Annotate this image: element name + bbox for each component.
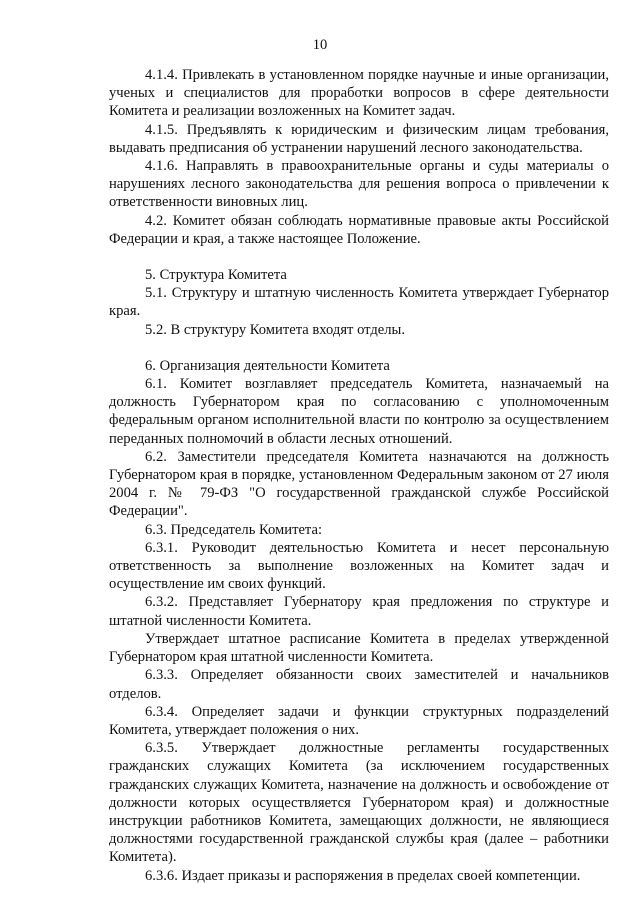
paragraph-6-3-5: 6.3.5. Утверждает должностные регламенты государственных гражданских служащих Комитета (за исключением государственных гражданских служащих Комитета, назначение на должность и освобождение от должности которых осуществляется Губернатором края) и должностные инструкции работников Комитета, замещающих должности, не являющиеся должностями государственной гражданской службы края (далее – работники Комитета).	[109, 740, 609, 866]
document-body	[109, 66, 609, 885]
paragraph-6-3-2: 6.3.2. Представляет Губернатору края предложения по структуре и штатной численности Комитета.	[109, 594, 609, 629]
paragraph-6-3-6: 6.3.6. Издает приказы и распоряжения в пределах своей компетенции.	[145, 867, 581, 884]
section-heading-5: 5. Структура Комитета	[145, 267, 287, 284]
paragraph-6-1: 6.1. Комитет возглавляет председатель Комитета, назначаемый на должность Губернатором края по согласованию с уполномоченным федеральным органом исполнительной власти по контролю за осуществлением переданных полномочий в области лесных отношений.	[109, 376, 609, 447]
paragraph-4-2: 4.2. Комитет обязан соблюдать нормативные правовые акты Российской Федерации и края, а также настоящее Положение.	[109, 212, 609, 247]
paragraph-6-3-1: 6.3.1. Руководит деятельностью Комитета и несет персональную ответственность за выполнение возложенных на Комитет задач и осуществление им своих функций.	[109, 539, 609, 593]
page-number: 10	[312, 37, 328, 53]
paragraph-6-2: 6.2. Заместители председателя Комитета назначаются на должность Губернатором края в порядке, установленном Федеральным законом от 27 июля 2004 г. № 79-ФЗ "О государственной гражданской службе Российской Федерации".	[109, 448, 609, 520]
section-heading-6: 6. Организация деятельности Комитета	[145, 357, 390, 374]
paragraph-6-3-3: 6.3.3. Определяет обязанности своих заместителей и начальников отделов.	[109, 667, 609, 702]
paragraph-5-2: 5.2. В структуру Комитета входят отделы.	[145, 321, 405, 338]
paragraph-4-1-4: 4.1.4. Привлекать в установленном порядке научные и иные организации, ученых и специалистов для проработки вопросов в сфере деятельности Комитета и реализации возложенных на Комитет задач.	[109, 67, 609, 120]
paragraph-6-3-4: 6.3.4. Определяет задачи и функции структурных подразделений Комитета, утверждает положения о них.	[109, 703, 609, 738]
paragraph-6-3-2-cont: Утверждает штатное расписание Комитета в пределах утвержденной Губернатором края штатной численности Комитета.	[109, 630, 609, 666]
paragraph-4-1-5: 4.1.5. Предъявлять к юридическим и физическим лицам требования, выдавать предписания об устранении нарушений лесного законодательства.	[109, 121, 609, 156]
paragraph-6-3: 6.3. Председатель Комитета:	[145, 521, 323, 538]
paragraph-4-1-6: 4.1.6. Направлять в правоохранительные органы и суды материалы о нарушениях лесного законодательства для решения вопроса о привлечении к ответственности виновных лиц.	[109, 158, 609, 211]
paragraph-5-1: 5.1. Структуру и штатную численность Комитета утверждает Губернатор края.	[109, 285, 609, 320]
